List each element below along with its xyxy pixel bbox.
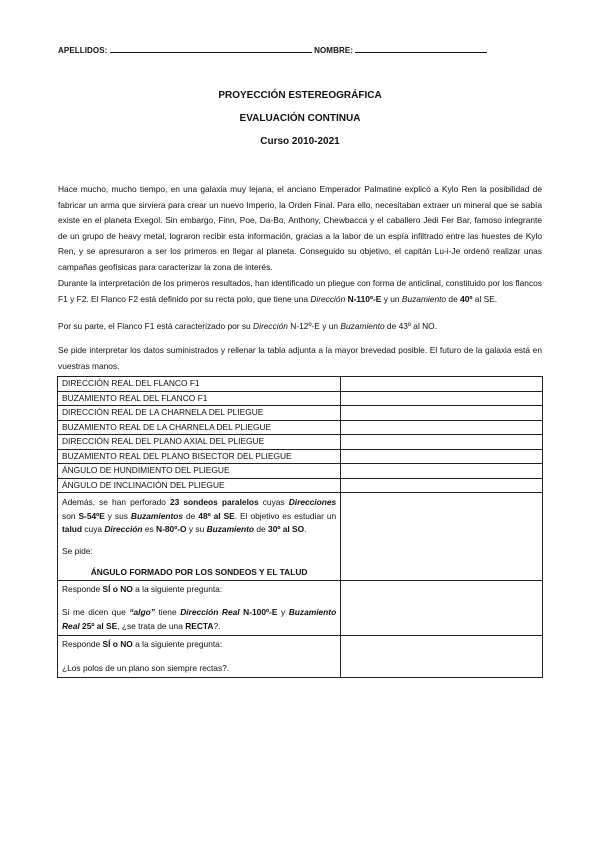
answer-cell[interactable] (341, 464, 543, 479)
question-cell: ÁNGULO DE HUNDIMIENTO DEL PLIEGUE (58, 464, 341, 479)
table-row (58, 478, 543, 493)
answer-cell[interactable] (341, 420, 543, 435)
table-row (58, 449, 543, 464)
table-row (58, 406, 543, 421)
sondeos-question-cell: Además, se han perforado 23 sondeos paralelos cuyas Direcciones son S-54ºE y sus Buzamientos de 48º al SE. El objetivo es estudiar un talud cuya Dirección es N-80º-O y su Buzamiento de 30º al SO. Se pide: ÁNGULO FORMADO POR LOS SONDEOS Y EL TALUD (58, 493, 341, 581)
table-row-question-2 (58, 636, 543, 678)
table-row-question-1 (58, 580, 543, 636)
question-cell: DIRECCIÓN REAL DEL PLANO AXIAL DEL PLIEGUE (58, 435, 341, 450)
se-pide-label: Se pide: (62, 545, 93, 556)
question-cell: DIRECCIÓN REAL DEL FLANCO F1 (58, 377, 341, 392)
nombre-field[interactable] (355, 44, 487, 53)
intro-paragraph: Hace mucho, mucho tiempo, en una galaxia muy lejana, el anciano Emperador Palmatine explicó a Kylo Ren la posibilidad de fabricar un arma que sirviera para crear un nuevo Imperio, la Orden Final. Para ello, necesitaban extraer un mineral que se sabía existe en el planeta Exegol. Sin embargo, Finn, Poe, Da-Bo, Anthony, Chewbacca y el caballero Jedi Fer Bar, famoso integrante de un grupo de heavy metal, lograron recibir esta información, gracias a la labor de un espía infiltrado entre las huestes de Kylo Ren, y se apresuraron a ser los primeros en llegar al planeta. Conseguido su objetivo, el capitán Lu-i-Je ordenó realizar unas campañas geofísicas para caracterizar la zona de interés. (58, 184, 542, 272)
answer-cell[interactable] (341, 493, 543, 581)
answer-cell[interactable] (341, 435, 543, 450)
answer-table (57, 376, 543, 678)
question-cell: ÁNGULO DE INCLINACIÓN DEL PLIEGUE (58, 478, 341, 493)
answer-cell[interactable] (341, 580, 543, 636)
answer-cell[interactable] (341, 636, 543, 678)
table-row-sondeos (58, 493, 543, 581)
document-subtitle: EVALUACIÓN CONTINUA (239, 113, 361, 124)
question-cell: BUZAMIENTO REAL DE LA CHARNELA DEL PLIEGUE (58, 420, 341, 435)
instructions-paragraph: Se pide interpretar los datos suministrados y rellenar la tabla adjunta a la mayor brevedad posible. El futuro de la galaxia está en vuestras manos. (58, 345, 542, 371)
table-row (58, 377, 543, 392)
sondeos-question: ÁNGULO FORMADO POR LOS SONDEOS Y EL TALUD (90, 567, 308, 577)
answer-cell[interactable] (341, 449, 543, 464)
table-row (58, 391, 543, 406)
question-cell: DIRECCIÓN REAL DE LA CHARNELA DEL PLIEGUE (58, 406, 341, 421)
fold-paragraph: Durante la interpretación de los primeros resultados, han identificado un pliegue con forma de anticlinal, constituido por los flancos F1 y F2. El Flanco F2 está definido por su recta polo, que tiene una Dirección N-110º-E y un Buzamiento de 40º al SE. (58, 278, 542, 304)
nombre-label: NOMBRE: (314, 46, 354, 55)
answer-cell[interactable] (341, 377, 543, 392)
apellidos-label: APELLIDOS: (58, 46, 108, 55)
answer-cell[interactable] (341, 406, 543, 421)
table-row (58, 464, 543, 479)
flank-f1-paragraph: Por su parte, el Flanco F1 está caracterizado por su Dirección N-12º-E y un Buzamiento de 43º al NO. (58, 321, 438, 331)
question-cell: BUZAMIENTO REAL DEL PLANO BISECTOR DEL PLIEGUE (58, 449, 341, 464)
student-header (58, 44, 538, 55)
answer-cell[interactable] (341, 478, 543, 493)
answer-cell[interactable] (341, 391, 543, 406)
course-year: Curso 2010-2021 (260, 136, 340, 147)
table-row (58, 435, 543, 450)
table-row (58, 420, 543, 435)
recta-question-cell: Responde SÍ o NO a la siguiente pregunta: Si me dicen que “algo” tiene Dirección Real N-100º-E y Buzamiento Real 25º al SE, ¿se trata de una RECTA?. (58, 580, 341, 636)
polos-question-cell: Responde SÍ o NO a la siguiente pregunta: ¿Los polos de un plano son siempre rectas?. (58, 636, 341, 678)
question-cell: BUZAMIENTO REAL DEL FLANCO F1 (58, 391, 341, 406)
apellidos-field[interactable] (110, 44, 312, 53)
document-title: PROYECCIÓN ESTEREOGRÁFICA (218, 90, 382, 101)
